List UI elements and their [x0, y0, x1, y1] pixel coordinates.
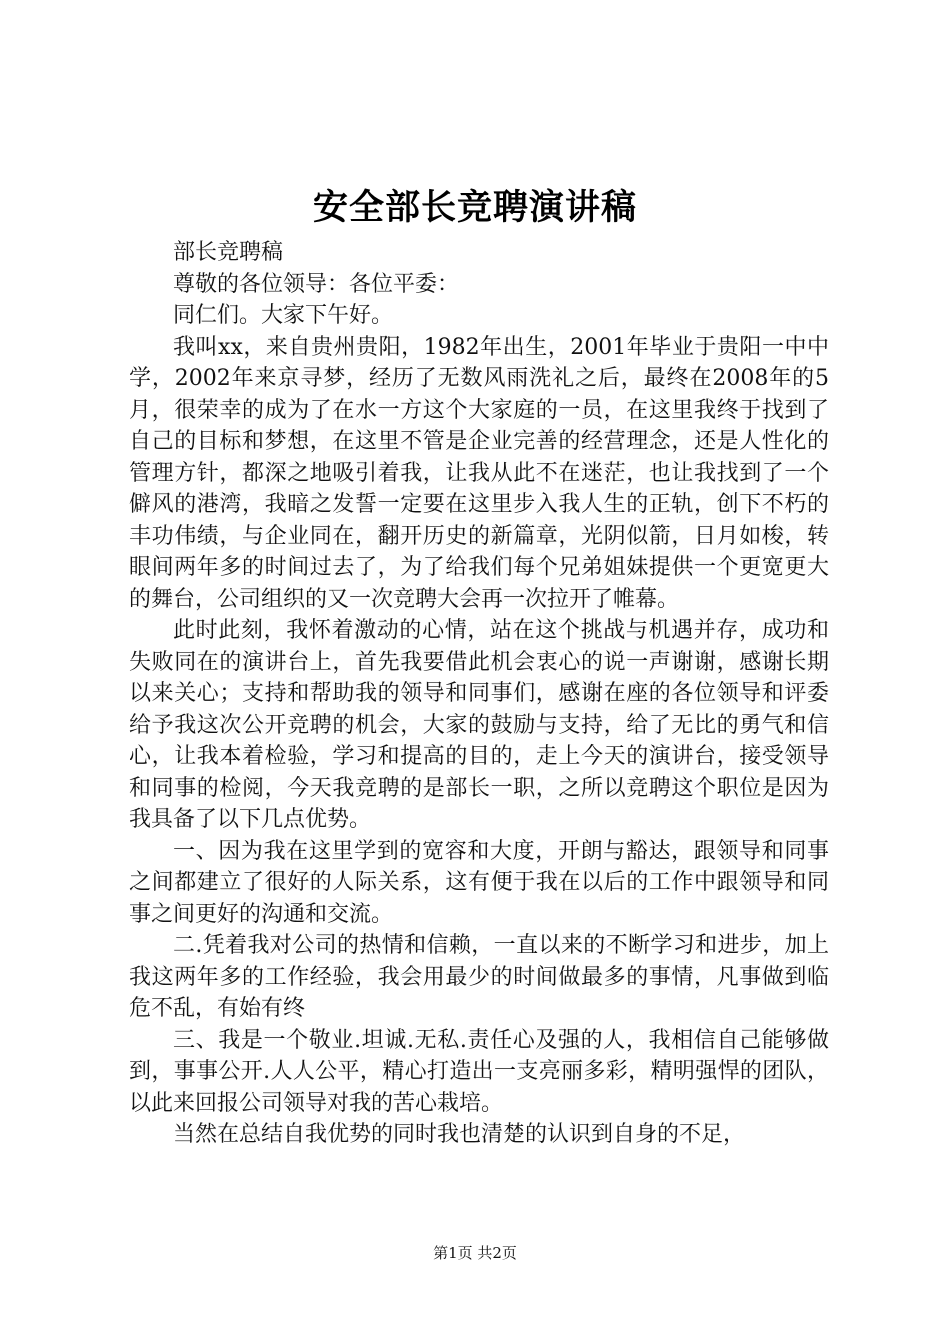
paragraph-thanks: 此时此刻，我怀着激动的心情，站在这个挑战与机遇并存，成功和失败同在的演讲台上，首先我要借此机会衷心的说一声谢谢，感谢长期以来关心；支持和帮助我的领导和同事们，感谢在座的各位领导和评委给予我这次公开竞聘的机会，大家的鼓励与支持，给了无比的勇气和信心，让我本着检验，学习和提高的目的，走上今天的演讲台，接受领导和同事的检阅，今天我竞聘的是部长一职，之所以竞聘这个职位是因为我具备了以下几点优势。	[129, 618, 829, 832]
paragraph-advantage-one: 一、因为我在这里学到的宽容和大度，开朗与豁达，跟领导和同事之间都建立了很好的人际关系，这有便于我在以后的工作中跟领导和同事之间更好的沟通和交流。	[129, 838, 829, 927]
paragraph-self-introduction: 我叫xx，来自贵州贵阳，1982年出生，2001年毕业于贵阳一中中学，2002年来京寻梦，经历了无数风雨洗礼之后，最终在2008年的5月，很荣幸的成为了在水一方这个大家庭的一员，在这里我终于找到了自己的目标和梦想，在这里不管是企业完善的经营理念，还是人性化的管理方针，都深之地吸引着我，让我从此不在迷茫，也让我找到了一个僻风的港湾，我暗之发誓一定要在这里步入我人生的正轨，创下不朽的丰功伟绩，与企业同在，翻开历史的新篇章，光阴似箭，日月如梭，转眼间两年多的时间过去了，为了给我们每个兄弟姐妹提供一个更宽更大的舞台，公司组织的又一次竞聘大会再一次拉开了帷幕。	[129, 334, 829, 612]
document-title: 安全部长竞聘演讲稿	[312, 187, 637, 228]
paragraph-heading-note: 部长竞聘稿	[173, 240, 284, 265]
paragraph-advantage-two: 二.凭着我对公司的热情和信赖，一直以来的不断学习和进步，加上我这两年多的工作经验，我会用最少的时间做最多的事情，凡事做到临危不乱，有始有终	[129, 933, 829, 1021]
paragraph-shortcomings: 当然在总结自我优势的同时我也清楚的认识到自身的不足，	[173, 1122, 746, 1147]
paragraph-salutation: 尊敬的各位领导：各位平委：	[173, 271, 460, 297]
paragraph-greeting: 同仁们。大家下午好。	[173, 303, 394, 328]
paragraph-advantage-three: 三、我是一个敬业.坦诚.无私.责任心及强的人，我相信自己能够做到，事事公开.人人公平，精心打造出一支亮丽多彩，精明强悍的团队，以此来回报公司领导对我的苦心栽培。	[129, 1027, 829, 1116]
document-body	[129, 237, 829, 1151]
page-number-footer: 第1页 共2页	[433, 1244, 517, 1262]
